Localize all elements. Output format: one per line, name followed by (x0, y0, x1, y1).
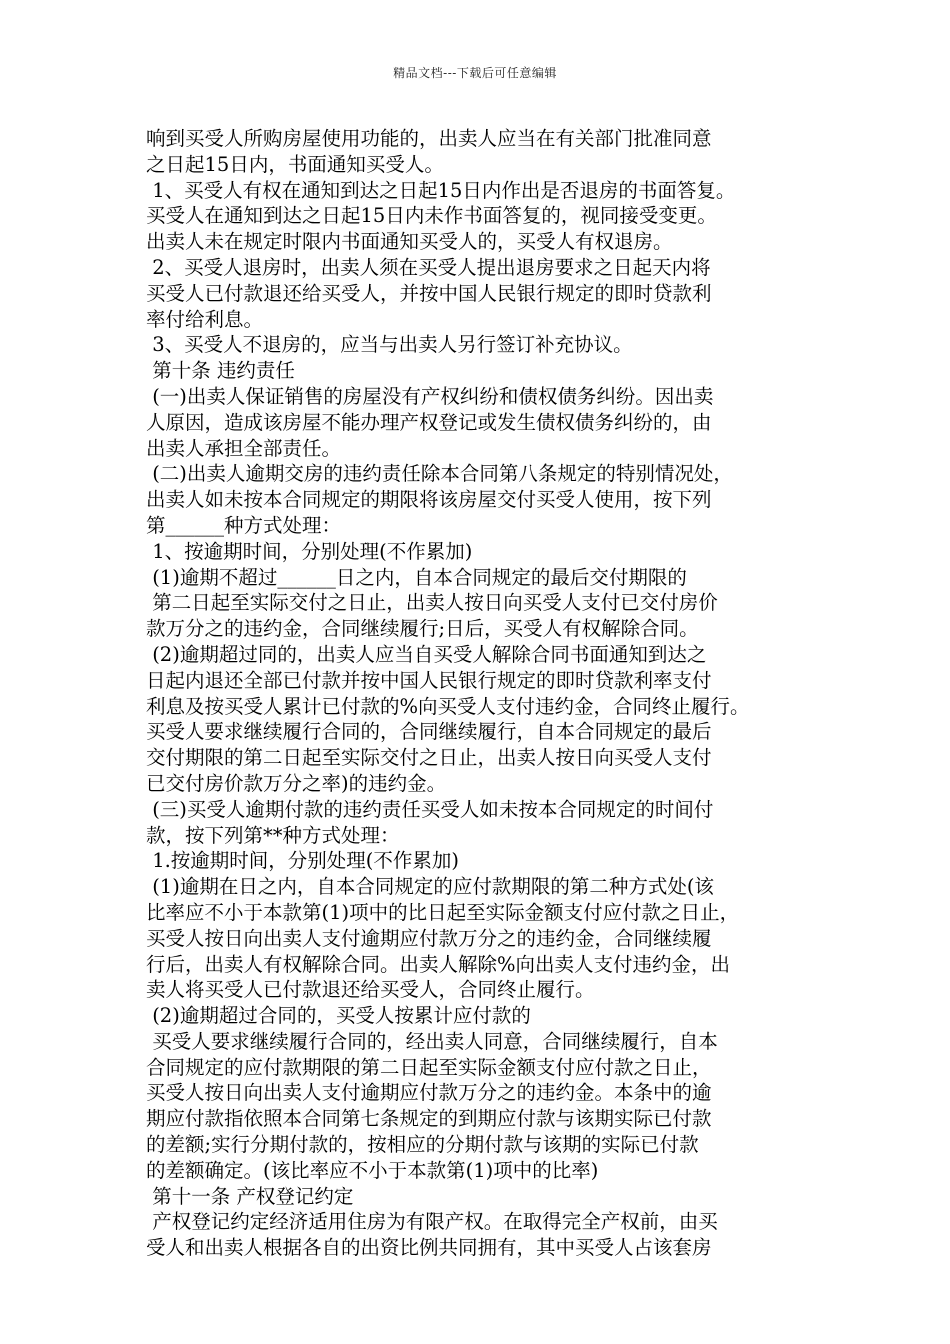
text-line: 款，按下列第**种方式处理： (146, 823, 400, 847)
text-line: 款万分之的违约金，合同继续履行;日后，买受人有权解除合同。 (146, 617, 699, 641)
text-line: 第二日起至实际交付之日止，出卖人按日向买受人支付已交付房价 (146, 591, 718, 615)
text-line: 合同规定的应付款期限的第二日起至实际金额支付应付款之日止， (146, 1055, 712, 1079)
text-line: (一)出卖人保证销售的房屋没有产权纠纷和债权债务纠纷。因出卖 (146, 384, 714, 408)
text-line: 买受人按日向出卖人支付逾期应付款万分之的违约金。本条中的逾 (146, 1081, 712, 1105)
text-line: 第十一条 产权登记约定 (146, 1184, 354, 1208)
text-line: 出卖人如未按本合同规定的期限将该房屋交付买受人使用，按下列 (146, 488, 712, 512)
text-line: 卖人将买受人已付款退还给买受人，合同终止履行。 (146, 978, 595, 1002)
text-line: (二)出卖人逾期交房的违约责任除本合同第八条规定的特别情况处， (146, 462, 733, 486)
text-line: 的差额确定。(该比率应不小于本款第(1)项中的比率) (146, 1158, 599, 1182)
text-line: 1.按逾期时间，分别处理(不作累加) (146, 849, 460, 873)
text-line: 3、买受人不退房的，应当与出卖人另行签订补充协议。 (146, 333, 633, 357)
text-line: 率付给利息。 (146, 307, 264, 331)
text-line: 之日起15日内，书面通知买受人。 (146, 152, 444, 176)
text-line: 比率应不小于本款第(1)项中的比日起至实际金额支付应付款之日止， (146, 900, 740, 924)
text-line: 买受人已付款退还给买受人，并按中国人民银行规定的即时贷款利 (146, 281, 712, 305)
text-line: (2)逾期超过合同的，买受人按累计应付款的 (146, 1004, 531, 1028)
text-line: 出卖人未在规定时限内书面通知买受人的，买受人有权退房。 (146, 230, 673, 254)
text-line: 交付期限的第二日起至实际交付之日止，出卖人按日向买受人支付 (146, 746, 712, 770)
text-line: 行后，出卖人有权解除合同。出卖人解除%向出卖人支付违约金，出 (146, 952, 731, 976)
text-line: 1、按逾期时间，分别处理(不作累加) (146, 539, 473, 563)
text-line: 响到买受人所购房屋使用功能的，出卖人应当在有关部门批准同意 (146, 127, 712, 150)
text-line: 2、买受人退房时，出卖人须在买受人提出退房要求之日起天内将 (146, 255, 711, 279)
text-line: 已交付房价款万分之率)的违约金。 (146, 771, 447, 795)
text-line: 第十条 违约责任 (146, 359, 295, 383)
text-line: 买受人要求继续履行合同的，合同继续履行，自本合同规定的最后 (146, 720, 712, 744)
text-line: (1)逾期在日之内，自本合同规定的应付款期限的第二种方式处(该 (146, 875, 714, 899)
text-line: 受人和出卖人根据各自的出资比例共同拥有，其中买受人占该套房 (146, 1236, 712, 1260)
text-line: 利息及按买受人累计已付款的%向买受人支付违约金，合同终止履行。 (146, 694, 750, 718)
text-line: 日起内退还全部已付款并按中国人民银行规定的即时贷款利率支付 (146, 668, 712, 692)
document-body (146, 126, 836, 1261)
text-line: 的差额;实行分期付款的，按相应的分期付款与该期的实际已付款 (146, 1133, 699, 1157)
text-line: 买受人按日向出卖人支付逾期应付款万分之的违约金，合同继续履 (146, 926, 712, 950)
text-line: (2)逾期超过同的，出卖人应当自买受人解除合同书面通知到达之 (146, 642, 707, 666)
text-line: (1)逾期不超过______日之内，自本合同规定的最后交付期限的 (146, 565, 687, 589)
text-line: 1、买受人有权在通知到达之日起15日内作出是否退房的书面答复。 (146, 178, 736, 202)
text-line: 第______种方式处理： (146, 513, 342, 537)
text-line: 买受人要求继续履行合同的，经出卖人同意，合同继续履行，自本 (146, 1029, 718, 1053)
text-line: 人原因，造成该房屋不能办理产权登记或发生债权债务纠纷的，由 (146, 410, 712, 434)
text-line: (三)买受人逾期付款的违约责任买受人如未按本合同规定的时间付 (146, 797, 714, 821)
text-line: 出卖人承担全部责任。 (146, 436, 342, 460)
page-header: 精品文档---下载后可任意编辑 (393, 66, 557, 80)
text-line: 期应付款指依照本合同第七条规定的到期应付款与该期实际已付款 (146, 1107, 712, 1131)
text-line: 产权登记约定经济适用住房为有限产权。在取得完全产权前，由买 (146, 1210, 718, 1234)
text-line: 买受人在通知到达之日起15日内未作书面答复的，视同接受变更。 (146, 204, 717, 228)
